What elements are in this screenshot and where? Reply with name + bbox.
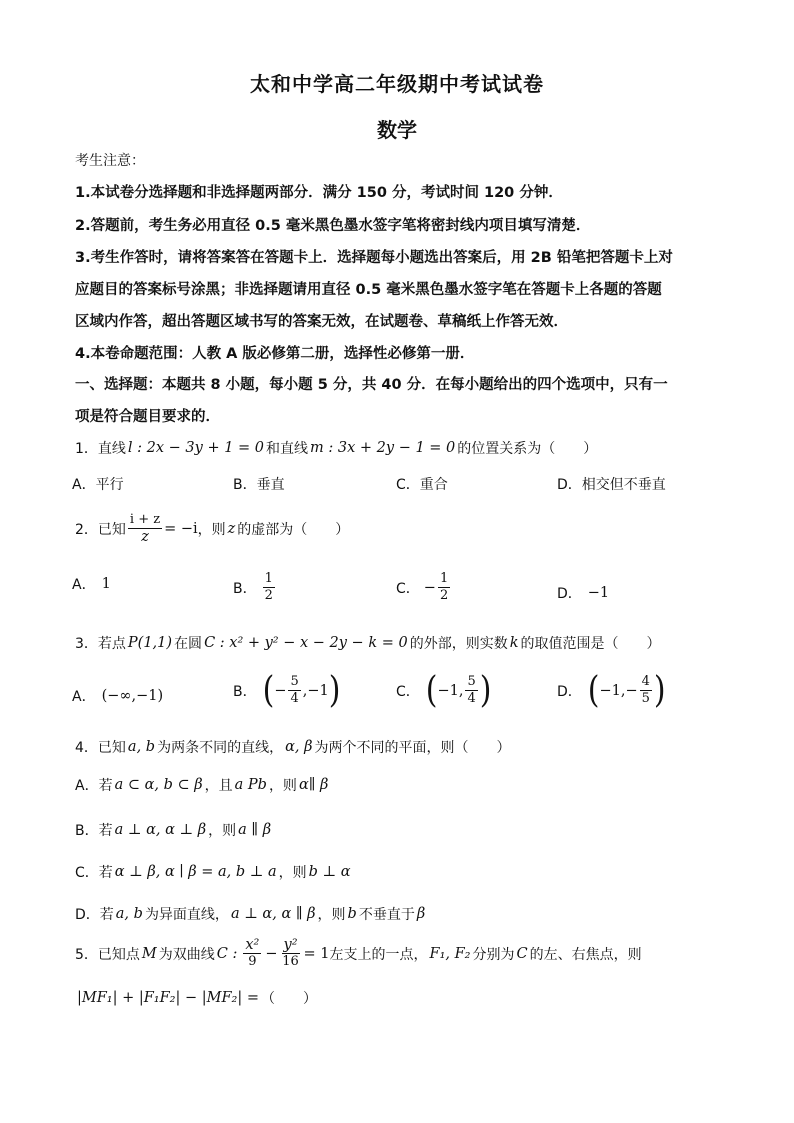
q5-foci: F₁, F₂ xyxy=(429,945,471,962)
q2-option-a[interactable] xyxy=(72,574,111,594)
notice-line-3c: 区域内作答，超出答题区域书写的答案无效，在试题卷、草稿纸上作答无效． xyxy=(75,314,568,330)
q2-frac-den: z xyxy=(141,529,149,545)
q5-mid3: 分别为 xyxy=(472,946,515,963)
q3-d-head: −1,− xyxy=(599,682,638,699)
q2-a-label: A． xyxy=(72,577,96,593)
q5-f2-den: 16 xyxy=(282,954,299,969)
q2-prefix: 2．已知 xyxy=(75,521,126,538)
q5-c: C xyxy=(516,945,528,962)
q2-c-den: 2 xyxy=(439,588,449,603)
q2-rhs: = −i xyxy=(164,520,198,537)
q1-line-m: m : 3x + 2y − 1 = 0 xyxy=(310,440,456,456)
q4-a-mid: ，且 xyxy=(204,778,233,794)
q4-d-mid2: ，则 xyxy=(317,907,346,923)
q4-b-math: a ⊥ α, α ⊥ β xyxy=(114,822,207,838)
q4-d-tail: 不垂直于 xyxy=(358,907,415,923)
q5-rhs: = 1 xyxy=(303,945,330,962)
q2-b-label: B． xyxy=(233,580,257,597)
q5-f2-num: y² xyxy=(283,937,298,953)
q3-c-fraction xyxy=(465,674,477,707)
notice-line-3a: 3.考生作答时，请将答案答在答题卡上．选择题每小题选出答案后，用 2B 铅笔把答题卡上对 xyxy=(75,250,673,266)
q4-a-label: A．若 xyxy=(75,778,113,794)
subject-title: 数学 xyxy=(377,118,417,142)
q3-mid1: 在圆 xyxy=(174,636,203,652)
q5-curve: C : xyxy=(216,945,238,962)
q3-d-num: 4 xyxy=(641,674,650,689)
notice-heading: 考生注意： xyxy=(75,153,145,169)
q3-d-fraction xyxy=(640,674,652,707)
q2-c-sign: − xyxy=(423,579,436,596)
q2-d-value: −1 xyxy=(587,585,610,601)
q3-c-num: 5 xyxy=(467,674,476,689)
q3-prefix: 3．若点 xyxy=(75,636,126,652)
q3-c-head: −1, xyxy=(437,682,464,699)
q1-line-l: l : 2x − 3y + 1 = 0 xyxy=(127,440,265,456)
question-2 xyxy=(75,512,349,545)
q3-b-sign: − xyxy=(274,682,287,699)
q5-expression: |MF₁| + |F₁F₂| − |MF₂| = xyxy=(77,990,259,1006)
q2-b-num: 1 xyxy=(264,571,273,586)
q3-point: P(1,1) xyxy=(127,635,173,651)
q4-ab: a, b xyxy=(127,739,156,755)
q4-mid: 为两条不同的直线， xyxy=(157,740,284,756)
question-4 xyxy=(75,737,510,757)
q1-suffix: 的位置关系为（ ） xyxy=(457,441,598,457)
q2-c-label: C． xyxy=(396,580,420,597)
q3-mid2: 的外部，则实数 xyxy=(409,636,508,652)
q4-d-label: D．若 xyxy=(75,907,114,923)
q1-option-c[interactable]: C．重合 xyxy=(396,477,448,493)
q3-option-c[interactable]: C． ( −1, $\frac{5}{4}$ ) xyxy=(396,668,492,711)
q2-fraction xyxy=(128,512,162,545)
q3-suffix: 的取值范围是（ ） xyxy=(520,636,661,652)
q4-b-label: B．若 xyxy=(75,823,113,839)
q3-c-den: 4 xyxy=(467,691,476,706)
q4-c-math2: b ⊥ α xyxy=(308,864,351,880)
q2-d-label: D． xyxy=(557,586,582,602)
q2-mid: ，则 xyxy=(197,521,226,538)
q4-option-d[interactable] xyxy=(75,904,427,924)
q5-expression-line xyxy=(75,988,317,1008)
q2-suffix: 的虚部为（ ） xyxy=(237,521,350,538)
q2-var: z xyxy=(227,520,236,537)
q3-b-den: 4 xyxy=(290,691,299,706)
q4-a-mid2: ，则 xyxy=(268,778,297,794)
q3-b-num: 5 xyxy=(290,674,299,689)
q3-a-label: A． xyxy=(72,689,96,705)
q5-blank: （ ） xyxy=(261,991,317,1007)
q3-option-a[interactable] xyxy=(72,686,163,706)
q3-d-label: D． xyxy=(557,683,582,700)
q5-frac-2 xyxy=(280,937,302,970)
q1-mid: 和直线 xyxy=(266,441,309,457)
q4-c-math: α ⊥ β, α ∣ β = a, b ⊥ a xyxy=(114,864,277,880)
q4-c-label: C．若 xyxy=(75,865,113,881)
q2-option-c[interactable] xyxy=(396,571,452,604)
q5-mid1: 为双曲线 xyxy=(158,946,215,963)
section-heading-a: 一、选择题：本题共 8 小题，每小题 5 分，共 40 分．在每小题给出的四个选项中，只有一 xyxy=(75,377,668,393)
q5-prefix: 5．已知点 xyxy=(75,946,140,963)
q3-b-tail: ,−1 xyxy=(302,682,329,699)
q3-c-label: C． xyxy=(396,683,420,700)
q3-b-fraction xyxy=(288,674,300,707)
question-3 xyxy=(75,633,661,653)
q5-point: M xyxy=(141,945,157,962)
q2-a-value: 1 xyxy=(101,576,111,592)
q4-a-math3: α∥ β xyxy=(298,777,329,793)
notice-line-3b: 应题目的答案标号涂黑；非选择题请用直径 0.5 毫米黑色墨水签字笔在答题卡上各题的答题 xyxy=(75,282,662,298)
q4-c-mid: ，则 xyxy=(278,865,307,881)
q4-d-math: a, b xyxy=(115,906,143,922)
q2-option-b[interactable] xyxy=(233,571,277,604)
q2-b-den: 2 xyxy=(264,588,273,603)
q4-d-mid: 为异面直线， xyxy=(144,907,229,923)
section-heading-b: 项是符合题目要求的． xyxy=(75,409,220,425)
q4-prefix: 4．已知 xyxy=(75,740,126,756)
q1-prefix: 1．直线 xyxy=(75,441,126,457)
q3-d-den: 5 xyxy=(641,691,650,706)
question-5 xyxy=(75,937,642,970)
q4-planes: α, β xyxy=(285,739,313,755)
q5-minus: − xyxy=(265,945,278,962)
q5-frac-1 xyxy=(241,937,263,970)
q4-b-mid: ，则 xyxy=(208,823,237,839)
q3-a-value: (−∞,−1) xyxy=(101,688,164,704)
q2-option-d[interactable] xyxy=(557,583,609,603)
q4-option-b[interactable] xyxy=(75,820,273,840)
question-1 xyxy=(75,438,597,458)
q2-b-fraction xyxy=(263,571,275,604)
q4-d-math3: b xyxy=(347,906,357,922)
q1-option-d[interactable]: D．相交但不垂直 xyxy=(557,477,666,493)
q4-d-math2: a ⊥ α, α ∥ β xyxy=(230,906,316,922)
q3-b-label: B． xyxy=(233,683,257,700)
q2-c-num: 1 xyxy=(439,571,449,586)
q4-option-c[interactable] xyxy=(75,862,353,882)
notice-line-4: 4.本卷命题范围：人教 A 版必修第二册，选择性必修第一册． xyxy=(75,346,475,362)
q1-option-b[interactable]: B．垂直 xyxy=(233,477,285,493)
q4-d-math4: β xyxy=(416,906,426,922)
q4-suffix: 为两个不同的平面，则（ ） xyxy=(314,740,511,756)
q4-a-math: a ⊂ α, b ⊂ β xyxy=(114,777,203,793)
q3-circle: C : x² + y² − x − 2y − k = 0 xyxy=(204,635,408,651)
q2-c-fraction xyxy=(438,571,450,604)
q4-a-math2: a Pb xyxy=(234,777,267,793)
notice-line-1: 1.本试卷分选择题和非选择题两部分．满分 150 分，考试时间 120 分钟． xyxy=(75,185,563,201)
q2-frac-num: i + z xyxy=(129,512,161,527)
q1-option-a[interactable]: A．平行 xyxy=(72,477,124,493)
q3-option-b[interactable]: B． ( − $\frac{5}{4}$ ,−1 ) xyxy=(233,668,341,711)
q5-f1-num: x² xyxy=(245,937,260,953)
notice-line-2: 2.答题前，考生务必用直径 0.5 毫米黑色墨水签字笔将密封线内项目填写清楚． xyxy=(75,218,591,234)
q5-suffix: 的左、右焦点，则 xyxy=(529,946,642,963)
exam-title: 太和中学高二年级期中考试试卷 xyxy=(250,72,544,96)
q5-f1-den: 9 xyxy=(248,954,257,969)
q4-b-math2: a ∥ β xyxy=(238,822,272,838)
q4-option-a[interactable] xyxy=(75,775,330,795)
q5-mid2: 左支上的一点， xyxy=(329,946,428,963)
q3-option-d[interactable]: D． ( −1,− $\frac{4}{5}$ ) xyxy=(557,668,666,711)
q3-var: k xyxy=(509,635,519,651)
